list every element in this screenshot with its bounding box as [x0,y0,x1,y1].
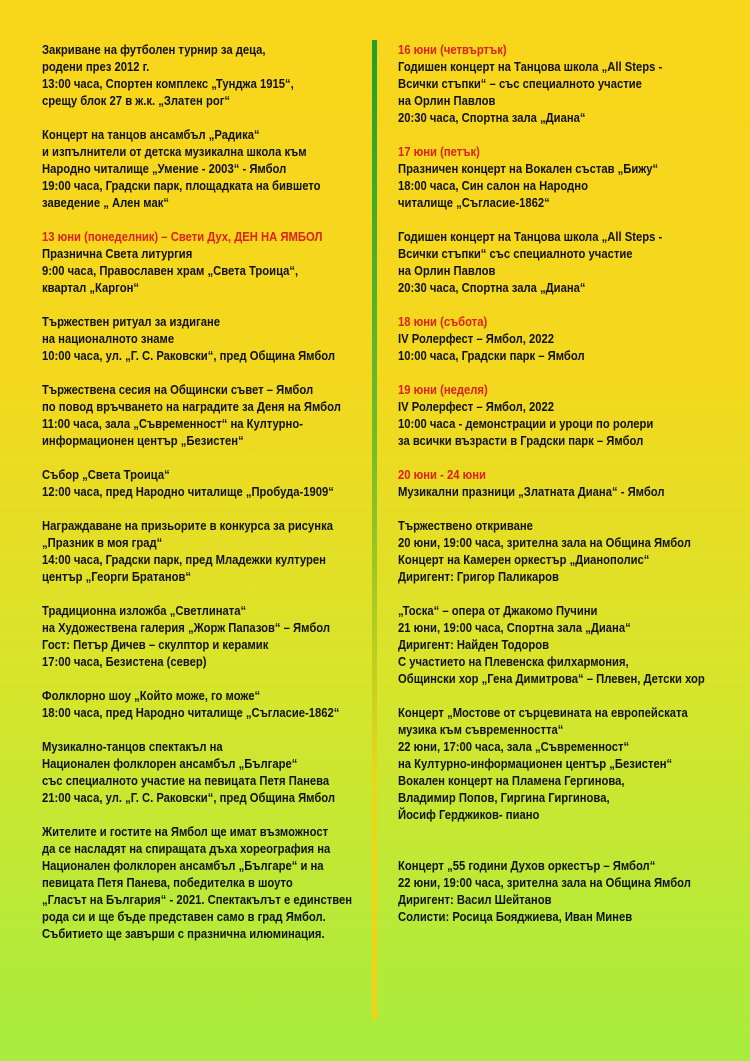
event-council-session [42,382,357,450]
event-line: Традиционна изложба „Светлината“ [42,604,247,618]
event-line: Всички стъпки“ със специалното участие [398,247,633,261]
event-line: 20:30 часа, Спортна зала „Диана“ [398,111,586,125]
event-line: 21:00 часа, ул. „Г. С. Раковски“, пред Община Ямбол [42,791,336,805]
event-line: на Културно-информационен център „Безистен“ [398,757,673,771]
event-radika [42,127,357,212]
event-line: Годишен концерт на Танцова школа „All Steps - [398,60,663,74]
right-column [398,42,727,943]
event-line: Празничен концерт на Вокален състав „Бижу“ [398,162,659,176]
event-line: 14:00 часа, Градски парк, пред Младежки културен [42,553,326,567]
event-june-19 [398,382,727,450]
column-divider [372,40,377,1020]
event-line: 18:00 часа, пред Народно читалище „Съгласие-1862“ [42,706,340,720]
event-sabor [42,467,357,501]
event-line: Събитието ще завърши с празнична илюминация. [42,927,325,941]
event-line: 21 юни, 19:00 часа, Спортна зала „Диана“ [398,621,631,635]
event-line: 20:30 часа, Спортна зала „Диана“ [398,281,586,295]
event-line: „Гласът на България“ - 2021. Спектакълът е единствен [42,893,353,907]
event-line: Диригент: Найден Тодоров [398,638,550,652]
event-line: 19:00 часа, Градски парк, площадката на бившето [42,179,321,193]
event-line: рода си и ще бъде представен само в град Ямбол. [42,910,326,924]
event-line: Концерт на танцов ансамбъл „Радика“ [42,128,260,142]
event-line: по повод връчването на наградите за Деня на Ямбол [42,400,341,414]
event-line: Общински хор „Гена Димитрова“ – Плевен, Детски хор [398,672,705,686]
event-line: на Орлин Павлов [398,94,496,108]
event-line: Музикални празници „Златната Диана“ - Ямбол [398,485,665,499]
event-june-16 [398,42,727,127]
event-line: 22 юни, 17:00 часа, зала „Съвременност“ [398,740,630,754]
event-line: Диригент: Григор Паликаров [398,570,559,584]
event-bridges [398,705,727,824]
event-balgare [42,739,357,807]
event-line: Вокален концерт на Пламена Гергинова, [398,774,625,788]
event-line: Музикално-танцов спектакъл на [42,740,223,754]
event-line: Тържествена сесия на Общински съвет – Ямбол [42,383,314,397]
event-line: Фолклорно шоу „Който може, го може“ [42,689,261,703]
event-line: център „Георги Братанов“ [42,570,192,584]
date-heading-13: 13 юни (понеделник) – Свети Дух, ДЕН НА ЯМБОЛ [42,230,323,244]
event-folklore-show [42,688,357,722]
event-drawing-awards [42,518,357,586]
event-june-18 [398,314,727,365]
event-line: на Художествена галерия „Жорж Папазов“ – Ямбол [42,621,331,635]
event-line: Диригент: Васил Шейтанов [398,893,552,907]
event-line: 11:00 часа, зала „Съвременност“ на Културно- [42,417,303,431]
event-line: 17:00 часа, Безистена (север) [42,655,207,669]
event-june-17a [398,144,727,212]
event-line: на националното знаме [42,332,175,346]
event-line: Народно читалище „Умение - 2003“ - Ямбол [42,162,287,176]
event-line: 10:00 часа, ул. „Г. С. Раковски“, пред Община Ямбол [42,349,336,363]
event-line: IV Ролерфест – Ямбол, 2022 [398,332,555,346]
event-line: информационен център „Безистен“ [42,434,244,448]
event-line: Владимир Попов, Гиргина Гиргинова, [398,791,610,805]
event-flag-ritual [42,314,357,365]
event-line: Закриване на футболен турнир за деца, [42,43,266,57]
event-line: Гост: Петър Дичев – скулптор и керамик [42,638,269,652]
event-line: 22 юни, 19:00 часа, зрителна зала на Община Ямбол [398,876,691,890]
date-heading-19: 19 юни (неделя) [398,383,488,397]
event-line: „Тоска“ – опера от Джакомо Пучини [398,604,598,618]
event-line: Тържествен ритуал за издигане [42,315,221,329]
event-line: 20 юни, 19:00 часа, зрителна зала на Община Ямбол [398,536,691,550]
event-line: Йосиф Герджиков- пиано [398,808,540,822]
event-line: със специалното участие на певицата Петя Панева [42,774,330,788]
left-column [42,42,357,960]
event-line: Национален фолклорен ансамбъл „Българе“ и на [42,859,324,873]
event-description [42,824,357,943]
event-line: и изпълнители от детска музикална школа към [42,145,307,159]
event-line: С участието на Плевенска филхармония, [398,655,629,669]
event-line: Концерт на Камерен оркестър „Дианополис“ [398,553,650,567]
date-heading-16: 16 юни (четвъртък) [398,43,507,57]
event-line: IV Ролерфест – Ямбол, 2022 [398,400,555,414]
event-line: 13:00 часа, Спортен комплекс „Тунджа 1915“, [42,77,294,91]
event-line: на Орлин Павлов [398,264,496,278]
event-exhibition [42,603,357,671]
event-line: 10:00 часа - демонстрации и уроци по ролери [398,417,654,431]
event-line: Национален фолклорен ансамбъл „Българе“ [42,757,298,771]
event-line: 10:00 часа, Градски парк – Ямбол [398,349,585,363]
event-line: Солисти: Росица Бояджиева, Иван Минев [398,910,633,924]
event-line: Концерт „55 години Духов оркестър – Ямбол“ [398,859,656,873]
event-line: 18:00 часа, Син салон на Народно [398,179,588,193]
event-line: квартал „Каргон“ [42,281,140,295]
event-line: певицата Петя Панева, победителка в шоуто [42,876,293,890]
event-line: „Празник в моя град“ [42,536,163,550]
event-line: музика към съвременността“ [398,723,564,737]
event-tosca [398,603,727,688]
event-line: срещу блок 27 в ж.к. „Златен рог“ [42,94,231,108]
event-line: Жителите и гостите на Ямбол ще имат възможност [42,825,329,839]
event-opening [398,518,727,586]
event-june-20-24 [398,467,727,501]
event-line: заведение „ Ален мак“ [42,196,169,210]
event-line: Празнична Света литургия [42,247,193,261]
event-line: 9:00 часа, Православен храм „Света Троица“, [42,264,299,278]
event-line: Концерт „Мостове от сърцевината на европейската [398,706,688,720]
event-football [42,42,357,110]
event-line: за всички възрасти в Градски парк – Ямбол [398,434,644,448]
date-heading-17: 17 юни (петък) [398,145,480,159]
date-heading-20-24: 20 юни - 24 юни [398,468,486,482]
event-liturgy [42,229,357,297]
event-brass [398,858,727,926]
event-line: Всички стъпки“ – със специалното участие [398,77,642,91]
event-line: 12:00 часа, пред Народно читалище „Пробуда-1909“ [42,485,334,499]
event-line: Годишен концерт на Танцова школа „All Steps - [398,230,663,244]
event-june-17b [398,229,727,297]
event-line: да се насладят на спиращата дъха хореография на [42,842,331,856]
event-line: Събор „Света Троица“ [42,468,170,482]
event-line: Тържествено откриване [398,519,533,533]
event-line: читалище „Съгласие-1862“ [398,196,550,210]
event-line: родени през 2012 г. [42,60,150,74]
event-line: Награждаване на призьорите в конкурса за рисунка [42,519,333,533]
date-heading-18: 18 юни (събота) [398,315,488,329]
